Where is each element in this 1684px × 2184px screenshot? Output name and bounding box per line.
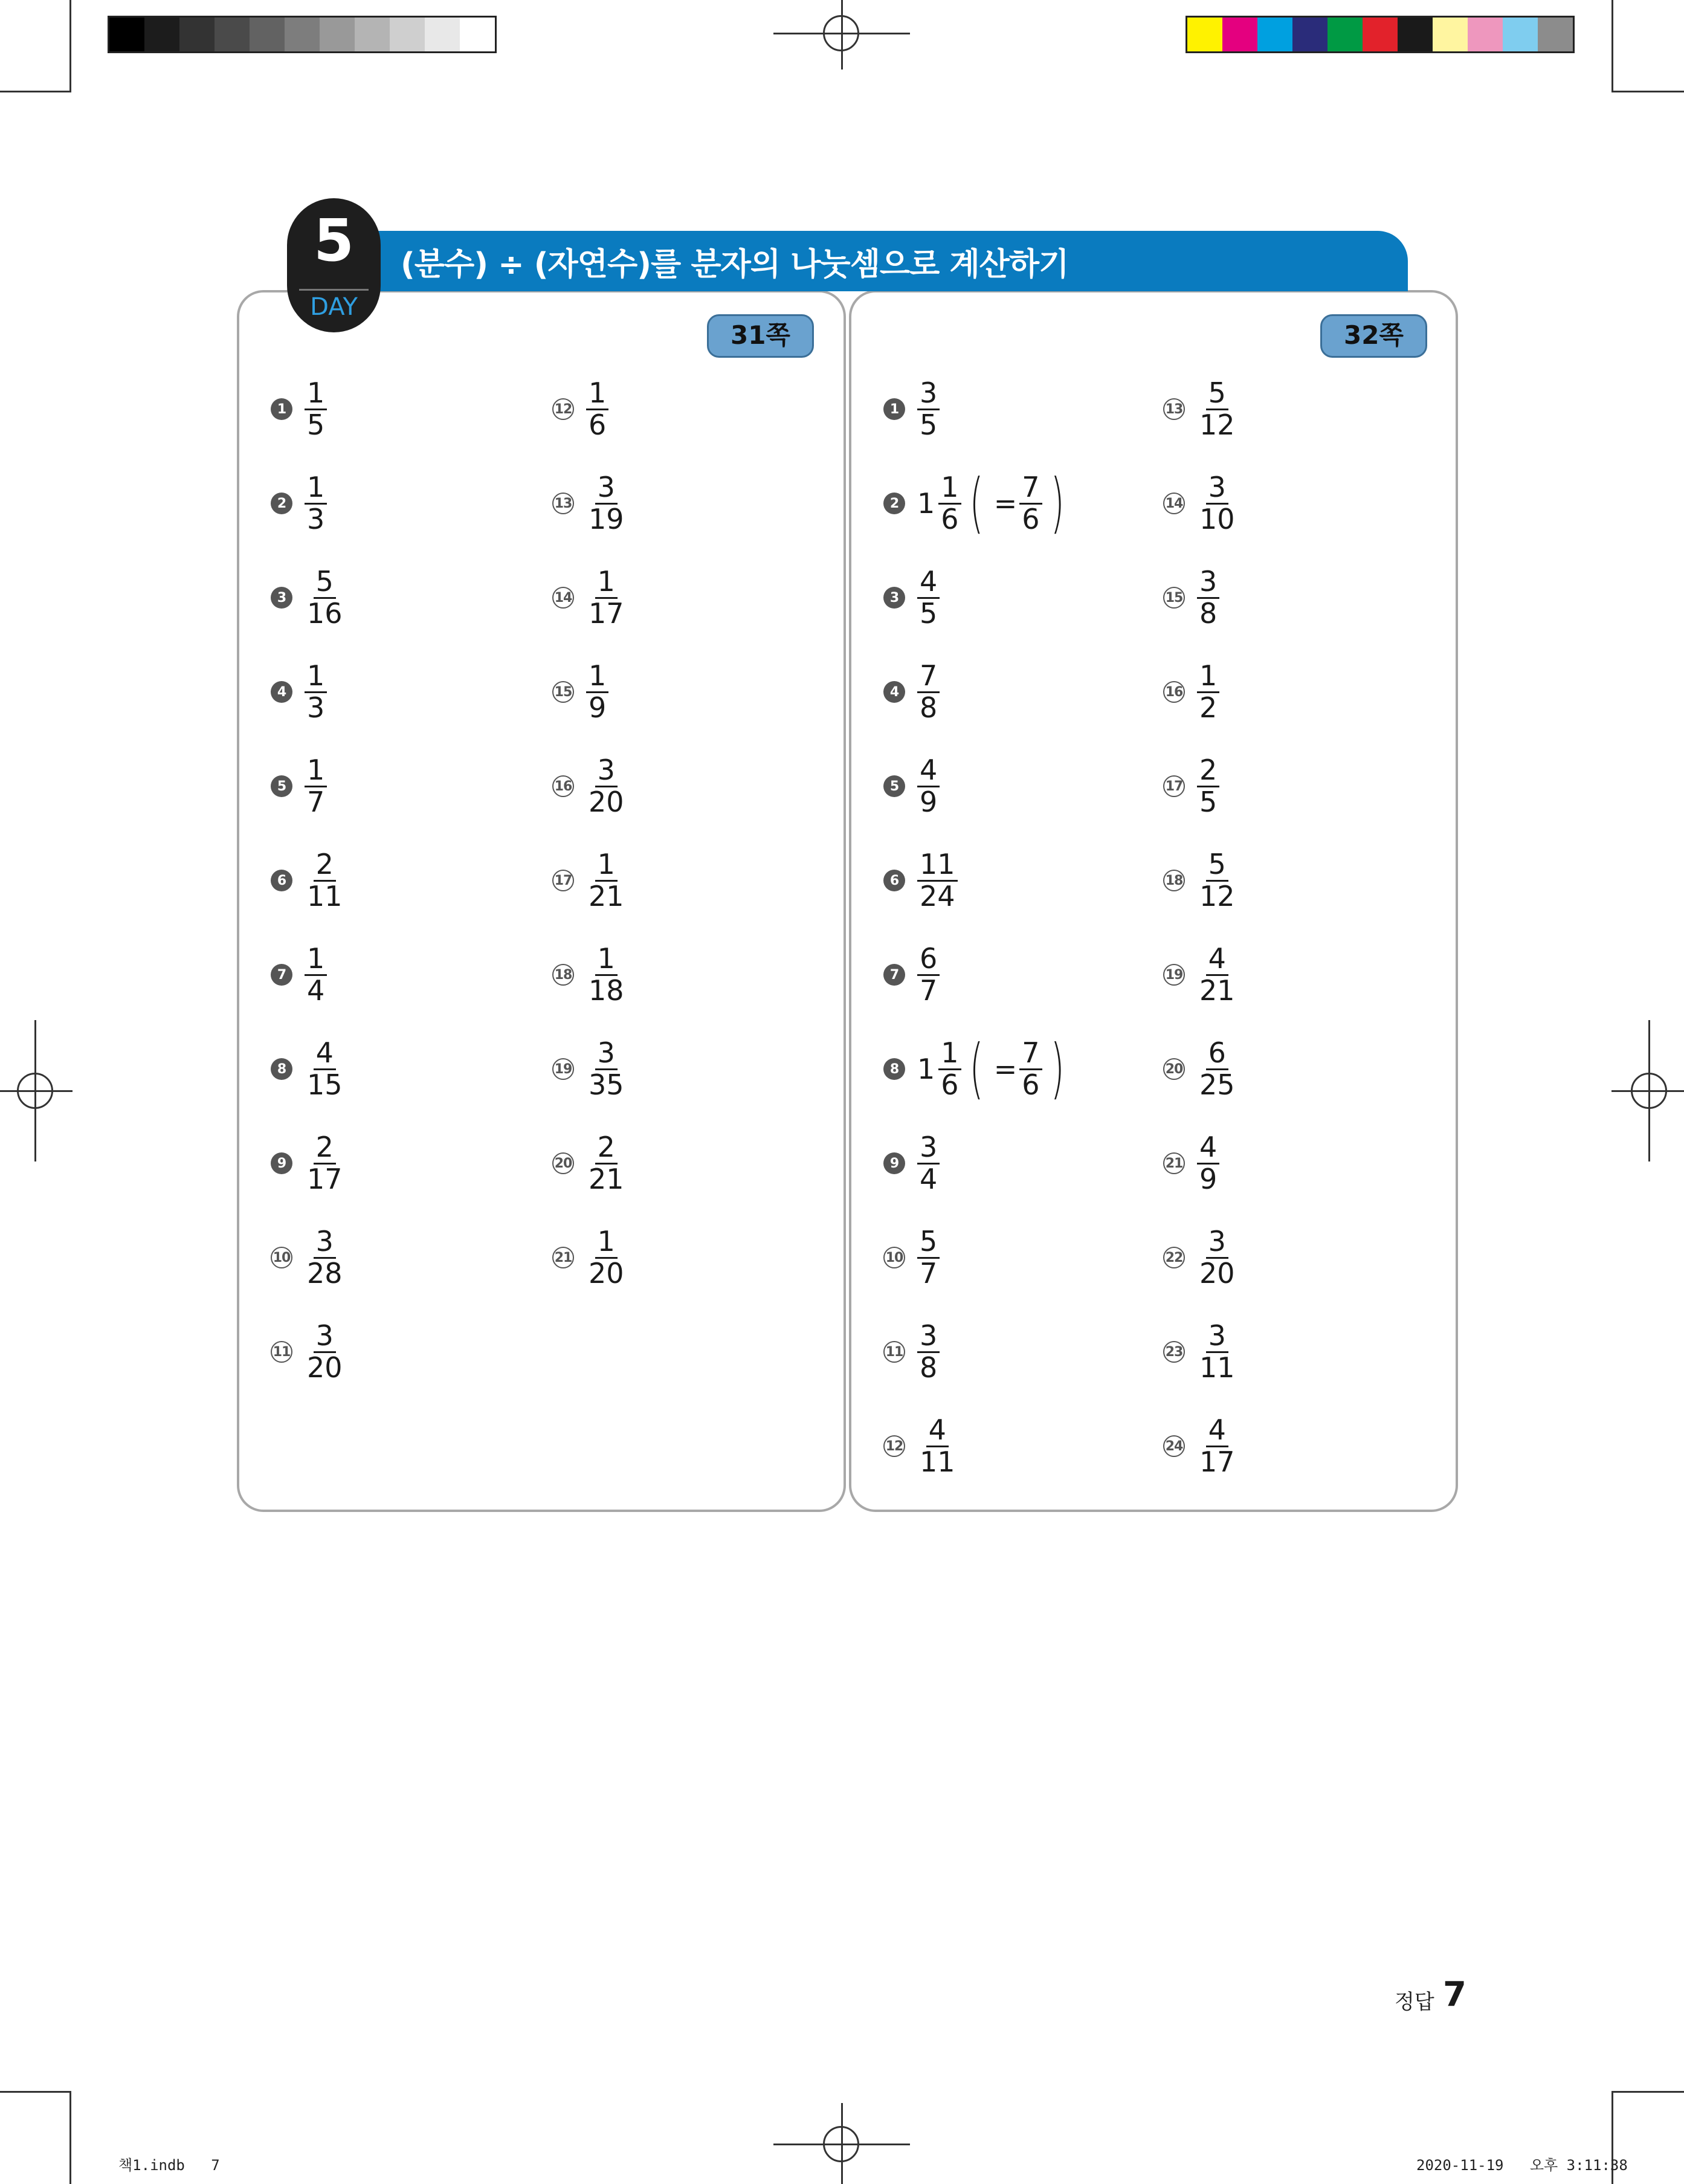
answer-number-badge: 5 xyxy=(883,775,905,797)
answer-item xyxy=(883,1130,940,1197)
answer-item xyxy=(271,564,345,631)
equals-sign: = xyxy=(993,487,1018,520)
answer-item xyxy=(271,1224,345,1291)
numerator: 3 xyxy=(1206,1227,1228,1259)
numerator: 5 xyxy=(1206,850,1228,882)
denominator: 9 xyxy=(1199,1162,1218,1195)
fraction xyxy=(586,1224,627,1290)
numerator: 5 xyxy=(314,567,336,599)
denominator: 15 xyxy=(307,1068,343,1101)
numerator: 7 xyxy=(917,661,940,693)
answer-item xyxy=(271,847,345,914)
numerator: 3 xyxy=(917,1132,940,1165)
numerator: 3 xyxy=(1197,567,1219,599)
numerator: 3 xyxy=(1206,1321,1228,1353)
denominator: 12 xyxy=(1199,879,1235,913)
fraction xyxy=(305,378,327,440)
answer-item xyxy=(552,1130,627,1197)
answer-number-badge: 17 xyxy=(1163,775,1185,797)
fraction xyxy=(305,847,345,913)
denominator: 8 xyxy=(920,1351,938,1384)
numerator: 1 xyxy=(1197,661,1219,693)
denominator: 6 xyxy=(1022,502,1040,535)
registration-mark-line xyxy=(0,1090,73,1092)
numerator: 4 xyxy=(917,755,940,787)
denominator: 8 xyxy=(920,691,938,724)
answer-number-badge: 24 xyxy=(1163,1435,1185,1457)
denominator: 10 xyxy=(1199,502,1235,535)
fraction xyxy=(586,755,627,817)
answer-number-badge: 12 xyxy=(883,1435,905,1457)
answer-item xyxy=(883,1224,940,1291)
fraction xyxy=(917,661,940,723)
answer-item xyxy=(552,376,608,442)
answer-number-badge: 15 xyxy=(552,681,574,703)
answer-number-badge: 12 xyxy=(552,398,574,420)
denominator: 19 xyxy=(589,502,624,535)
numerator: 6 xyxy=(1206,1038,1228,1070)
answer-number-badge: 19 xyxy=(552,1058,574,1080)
numerator: 4 xyxy=(917,567,940,599)
denominator: 20 xyxy=(1199,1256,1235,1290)
answer-number-badge: 4 xyxy=(271,681,292,703)
fraction xyxy=(305,755,327,817)
numerator: 2 xyxy=(1197,755,1219,787)
fraction xyxy=(305,1224,345,1290)
denominator: 17 xyxy=(1199,1445,1235,1478)
registration-mark-line xyxy=(1648,1020,1650,1161)
answer-number-badge: 21 xyxy=(1163,1152,1185,1174)
fraction xyxy=(1197,1132,1219,1194)
fraction xyxy=(917,378,940,440)
fraction xyxy=(1197,1224,1237,1290)
denominator: 11 xyxy=(1199,1351,1235,1384)
numerator: 1 xyxy=(305,755,327,787)
denominator: 3 xyxy=(307,502,325,535)
answer-number-badge: 1 xyxy=(271,398,292,420)
file-slug: 책1.indb 7 xyxy=(118,2157,220,2174)
denominator: 25 xyxy=(1199,1068,1235,1101)
crop-mark xyxy=(0,2091,71,2093)
numerator: 1 xyxy=(305,378,327,410)
fraction xyxy=(1197,755,1219,817)
numerator: 3 xyxy=(595,1038,618,1070)
registration-mark-line xyxy=(841,2103,843,2184)
fraction xyxy=(305,1038,345,1100)
answer-item xyxy=(552,753,627,819)
denominator: 9 xyxy=(589,691,607,724)
denominator: 5 xyxy=(307,408,325,441)
denominator: 2 xyxy=(1199,691,1218,724)
open-paren: ( xyxy=(969,465,984,541)
answer-number-badge: 23 xyxy=(1163,1341,1185,1363)
answer-number-badge: 3 xyxy=(883,587,905,609)
numerator: 11 xyxy=(917,850,958,882)
crop-mark xyxy=(1611,91,1684,92)
whole-number: 1 xyxy=(917,487,935,520)
fraction xyxy=(917,944,940,1006)
answer-number-badge: 13 xyxy=(1163,398,1185,420)
fraction xyxy=(917,1321,940,1383)
answer-item xyxy=(883,465,1073,541)
answer-number-badge: 16 xyxy=(1163,681,1185,703)
denominator: 12 xyxy=(1199,408,1235,441)
grayscale-color-bar xyxy=(108,16,497,53)
denominator: 21 xyxy=(589,1162,624,1195)
page-number: 7 xyxy=(1443,1975,1466,2014)
denominator: 18 xyxy=(589,974,624,1007)
equals-sign: = xyxy=(993,1053,1018,1085)
numerator: 3 xyxy=(1206,473,1228,505)
fraction xyxy=(1197,661,1219,723)
fraction xyxy=(1197,944,1237,1006)
fraction xyxy=(917,1224,940,1290)
numerator: 5 xyxy=(1206,378,1228,410)
answer-item xyxy=(552,1224,627,1291)
answer-item xyxy=(1163,942,1237,1008)
answer-item xyxy=(552,659,608,725)
fraction xyxy=(1019,470,1042,535)
numerator: 6 xyxy=(917,944,940,976)
denominator: 6 xyxy=(589,408,607,441)
answer-item xyxy=(1163,564,1219,631)
denominator: 6 xyxy=(1022,1068,1040,1101)
page-tab-31: 31쪽 xyxy=(707,314,814,358)
denominator: 6 xyxy=(941,1068,959,1101)
answer-item xyxy=(883,753,940,819)
fraction xyxy=(938,1038,961,1100)
numerator: 7 xyxy=(1019,1038,1042,1070)
numerator: 1 xyxy=(586,661,608,693)
fraction xyxy=(1197,564,1219,630)
denominator: 5 xyxy=(920,596,938,630)
fraction xyxy=(305,1321,345,1383)
answer-number-badge: 22 xyxy=(1163,1247,1185,1268)
answer-number-badge: 8 xyxy=(883,1058,905,1080)
answer-number-badge: 14 xyxy=(552,587,574,609)
day-divider xyxy=(299,289,369,291)
numerator: 1 xyxy=(938,1038,961,1070)
denominator: 28 xyxy=(307,1256,343,1290)
crop-mark xyxy=(69,2091,71,2184)
crop-mark xyxy=(1611,0,1613,91)
fraction xyxy=(1197,378,1237,440)
answer-item xyxy=(271,942,327,1008)
denominator: 7 xyxy=(307,785,325,818)
answer-number-badge: 2 xyxy=(883,493,905,514)
answer-number-badge: 2 xyxy=(271,493,292,514)
answer-number-badge: 21 xyxy=(552,1247,574,1268)
answer-number-badge: 4 xyxy=(883,681,905,703)
numerator: 1 xyxy=(938,473,961,505)
numerator: 3 xyxy=(595,755,618,787)
numerator: 1 xyxy=(595,944,618,976)
answer-item xyxy=(883,1413,958,1479)
numerator: 5 xyxy=(917,1227,940,1259)
answer-number-badge: 20 xyxy=(552,1152,574,1174)
open-paren: ( xyxy=(969,1031,984,1107)
fraction xyxy=(917,755,940,817)
numerator: 1 xyxy=(595,850,618,882)
answer-item xyxy=(883,376,940,442)
numerator: 2 xyxy=(595,1132,618,1165)
denominator: 4 xyxy=(920,1162,938,1195)
answer-item xyxy=(1163,753,1219,819)
fraction xyxy=(305,1132,345,1194)
answer-number-badge: 10 xyxy=(883,1247,905,1268)
denominator: 7 xyxy=(920,1256,938,1290)
denominator: 11 xyxy=(920,1445,955,1478)
denominator: 4 xyxy=(307,974,325,1007)
numerator: 1 xyxy=(586,378,608,410)
answer-item xyxy=(271,753,327,819)
answer-item xyxy=(271,659,327,725)
answer-item xyxy=(552,564,627,631)
day-badge xyxy=(287,198,381,332)
answer-item xyxy=(1163,1319,1237,1385)
answer-item xyxy=(1163,1130,1219,1197)
answer-item xyxy=(552,847,627,914)
numerator: 2 xyxy=(314,850,336,882)
answer-number-badge: 6 xyxy=(271,870,292,891)
date-slug: 2020-11-19 오후 3:11:38 xyxy=(1416,2157,1628,2174)
answer-number-badge: 1 xyxy=(883,398,905,420)
fraction xyxy=(1197,1321,1237,1383)
fraction xyxy=(586,564,627,630)
fraction xyxy=(1197,1415,1237,1477)
denominator: 20 xyxy=(589,785,624,818)
denominator: 3 xyxy=(307,691,325,724)
fraction xyxy=(917,847,958,913)
denominator: 20 xyxy=(307,1351,343,1384)
fraction xyxy=(1197,1038,1237,1100)
answer-item xyxy=(883,942,940,1008)
answer-item xyxy=(271,1036,345,1102)
denominator: 6 xyxy=(941,502,959,535)
answer-item xyxy=(271,1130,345,1197)
crop-mark xyxy=(69,0,71,91)
answer-item xyxy=(883,659,940,725)
answer-number-badge: 7 xyxy=(883,964,905,986)
answer-number-badge: 9 xyxy=(883,1152,905,1174)
numerator: 3 xyxy=(595,473,618,505)
fraction xyxy=(586,847,627,913)
fraction xyxy=(305,470,327,535)
page-tab-32: 32쪽 xyxy=(1320,314,1427,358)
answer-item xyxy=(552,1036,627,1102)
denominator: 8 xyxy=(1199,596,1218,630)
answer-number-badge: 18 xyxy=(1163,870,1185,891)
denominator: 20 xyxy=(589,1256,624,1290)
fraction xyxy=(586,470,627,535)
fraction xyxy=(1019,1038,1042,1100)
numerator: 3 xyxy=(314,1227,336,1259)
denominator: 24 xyxy=(920,879,955,913)
answer-item xyxy=(271,1319,345,1385)
denominator: 35 xyxy=(589,1068,624,1101)
numerator: 1 xyxy=(595,567,618,599)
fraction xyxy=(305,661,327,723)
answer-number-badge: 19 xyxy=(1163,964,1185,986)
denominator: 17 xyxy=(307,1162,343,1195)
answer-item xyxy=(1163,376,1237,442)
numerator: 7 xyxy=(1019,473,1042,505)
registration-mark-line xyxy=(34,1020,36,1161)
answer-item xyxy=(883,847,958,914)
answer-number-badge: 6 xyxy=(883,870,905,891)
denominator: 9 xyxy=(920,785,938,818)
denominator: 17 xyxy=(589,596,624,630)
registration-mark-line xyxy=(1611,1090,1684,1092)
fraction xyxy=(586,944,627,1006)
footer-label: 정답 xyxy=(1395,1990,1434,2014)
process-color-bar xyxy=(1186,16,1575,53)
fraction xyxy=(1197,847,1237,913)
answer-number-badge: 11 xyxy=(883,1341,905,1363)
numerator: 4 xyxy=(1197,1132,1219,1165)
denominator: 21 xyxy=(1199,974,1235,1007)
numerator: 1 xyxy=(595,1227,618,1259)
answer-number-badge: 5 xyxy=(271,775,292,797)
answer-item xyxy=(883,1031,1073,1107)
answer-item xyxy=(1163,1413,1237,1479)
fraction xyxy=(305,564,345,630)
answer-number-badge: 17 xyxy=(552,870,574,891)
day-number: 5 xyxy=(314,207,354,274)
fraction xyxy=(917,1132,940,1194)
section-title: (분수) ÷ (자연수)를 분자의 나눗셈으로 계산하기 xyxy=(401,247,1069,283)
answer-number-badge: 3 xyxy=(271,587,292,609)
answer-number-badge: 15 xyxy=(1163,587,1185,609)
fraction xyxy=(938,470,961,535)
numerator: 2 xyxy=(314,1132,336,1165)
denominator: 11 xyxy=(307,879,343,913)
crop-mark xyxy=(0,91,71,92)
answer-item xyxy=(1163,847,1237,914)
answer-number-badge: 20 xyxy=(1163,1058,1185,1080)
answer-number-badge: 11 xyxy=(271,1341,292,1363)
numerator: 4 xyxy=(314,1038,336,1070)
answer-number-badge: 14 xyxy=(1163,493,1185,514)
answer-item xyxy=(1163,659,1219,725)
numerator: 1 xyxy=(305,661,327,693)
close-paren: ) xyxy=(1050,465,1065,541)
numerator: 4 xyxy=(926,1415,949,1447)
answer-item xyxy=(271,470,327,537)
numerator: 3 xyxy=(314,1321,336,1353)
fraction xyxy=(586,1132,627,1194)
numerator: 3 xyxy=(917,378,940,410)
denominator: 7 xyxy=(920,974,938,1007)
numerator: 4 xyxy=(1206,1415,1228,1447)
fraction xyxy=(586,1038,627,1100)
registration-mark-line xyxy=(841,0,843,69)
denominator: 16 xyxy=(307,596,343,630)
numerator: 1 xyxy=(305,473,327,505)
whole-number: 1 xyxy=(917,1053,935,1085)
answer-item xyxy=(883,564,940,631)
answer-item xyxy=(883,1319,940,1385)
numerator: 3 xyxy=(917,1321,940,1353)
answer-item xyxy=(1163,470,1237,537)
denominator: 5 xyxy=(1199,785,1218,818)
day-label: DAY xyxy=(310,293,358,321)
answer-number-badge: 9 xyxy=(271,1152,292,1174)
crop-mark xyxy=(1611,2091,1684,2093)
answer-item xyxy=(1163,1036,1237,1102)
fraction xyxy=(917,1415,958,1477)
denominator: 21 xyxy=(589,879,624,913)
answer-number-badge: 18 xyxy=(552,964,574,986)
close-paren: ) xyxy=(1050,1031,1065,1107)
answer-number-badge: 16 xyxy=(552,775,574,797)
numerator: 1 xyxy=(305,944,327,976)
answer-number-badge: 13 xyxy=(552,493,574,514)
fraction xyxy=(917,564,940,630)
fraction xyxy=(305,944,327,1006)
answer-item xyxy=(552,470,627,537)
fraction xyxy=(586,378,608,440)
answer-number-badge: 7 xyxy=(271,964,292,986)
fraction xyxy=(586,661,608,723)
answer-number-badge: 8 xyxy=(271,1058,292,1080)
answer-item xyxy=(1163,1224,1237,1291)
numerator: 4 xyxy=(1206,944,1228,976)
answer-item xyxy=(271,376,327,442)
fraction xyxy=(1197,470,1237,535)
denominator: 5 xyxy=(920,408,938,441)
answer-number-badge: 10 xyxy=(271,1247,292,1268)
answer-item xyxy=(552,942,627,1008)
